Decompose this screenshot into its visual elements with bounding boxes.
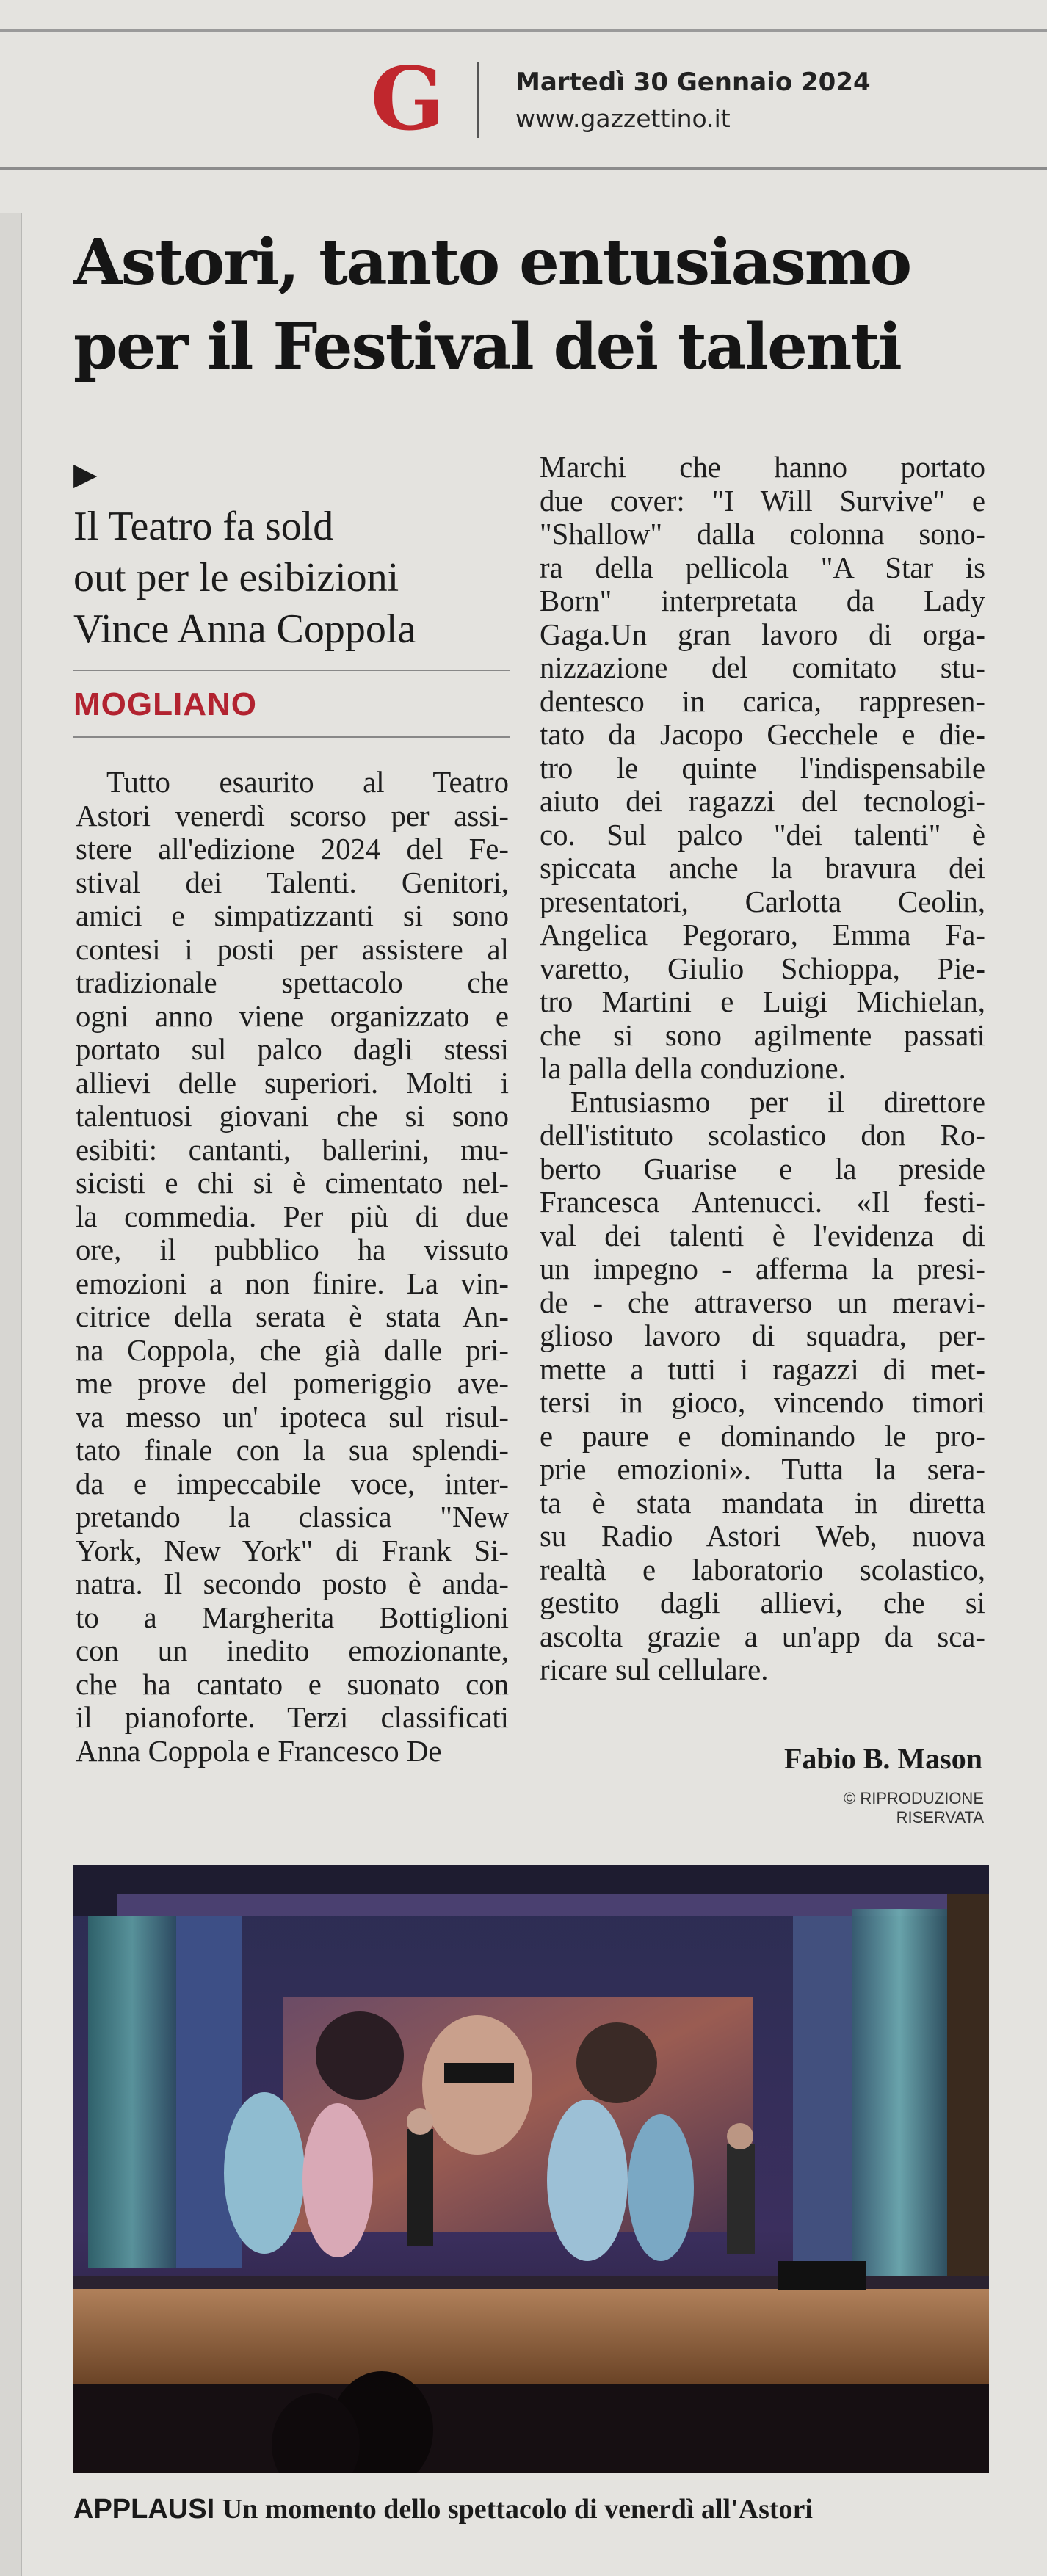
- body-text-line: dell'istituto scolastico don Ro-: [540, 1119, 985, 1152]
- caption-text: Un momento dello spettacolo di venerdì all'Astori: [222, 2494, 813, 2525]
- top-rule: [0, 29, 1047, 32]
- body-text-line: il pianoforte. Terzi classificati: [76, 1701, 509, 1734]
- body-text-line: esibiti: cantanti, ballerini, mu-: [76, 1133, 509, 1167]
- body-text-line: Born" interpretata da Lady: [540, 584, 985, 617]
- body-text-line: de - che attraverso un meravi-: [540, 1285, 985, 1319]
- caption-tag: APPLAUSI: [73, 2494, 215, 2525]
- body-text-line: gestito dagli allievi, che si: [540, 1586, 985, 1619]
- body-text-line: su Radio Astori Web, nuova: [540, 1520, 985, 1553]
- body-text-line: mette a tutti i ragazzi di met-: [540, 1352, 985, 1386]
- body-text-line: tersi in gioco, vincendo timori: [540, 1386, 985, 1419]
- body-column-2: [540, 451, 985, 1687]
- headline-line: per il Festival dei talenti: [73, 310, 901, 384]
- body-text-line: stere all'edizione 2024 del Fe-: [76, 832, 509, 866]
- body-text-line: citrice della serata è stata An-: [76, 1300, 509, 1333]
- body-text-line: sicisti e chi si è cimentato nel-: [76, 1167, 509, 1200]
- body-text-line: Astori venerdì scorso per assi-: [76, 799, 509, 832]
- body-text-line: tro le quinte l'indispensabile: [540, 751, 985, 785]
- triangle-bullet-icon: ▶: [73, 458, 98, 492]
- body-text-line: va messo un' ipoteca sul risul-: [76, 1400, 509, 1434]
- body-text-line: ore, il pubblico ha vissuto: [76, 1233, 509, 1266]
- kicker: [73, 449, 514, 655]
- copyright-notice: © RIPRODUZIONE RISERVATA: [844, 1789, 984, 1826]
- body-text-line: natra. Il secondo posto è anda-: [76, 1567, 509, 1600]
- body-text-line: Marchi che hanno portato: [540, 451, 985, 484]
- body-text-line: "Shallow" dalla colonna sono-: [540, 518, 985, 551]
- adjacent-page-edge: [0, 213, 22, 2576]
- author-byline: Fabio B. Mason: [783, 1742, 982, 1775]
- body-text-line: ricare sul cellulare.: [540, 1653, 769, 1686]
- body-text-line: ogni anno viene organizzato e: [76, 999, 509, 1033]
- masthead-rule: [0, 167, 1047, 170]
- headline: [73, 220, 984, 389]
- body-text-line: presentatori, Carlotta Ceolin,: [540, 885, 985, 918]
- body-text-line: berto Guarise e la preside: [540, 1152, 985, 1186]
- body-text-line: tradizionale spettacolo che: [76, 966, 509, 999]
- body-text-line: che si sono agilmente passati: [540, 1018, 985, 1052]
- location-label: MOGLIANO: [73, 686, 257, 722]
- body-text-line: tato finale con la sua splendi-: [76, 1434, 509, 1467]
- body-text-line: contesi i posti per assistere al: [76, 932, 509, 966]
- body-text-line: pretando la classica "New: [76, 1501, 509, 1534]
- body-text-line: prie emozioni». Tutta la sera-: [540, 1453, 985, 1486]
- kicker-line: Vince Anna Coppola: [73, 606, 416, 652]
- masthead-separator: [477, 62, 479, 138]
- body-text-line: me prove del pomeriggio ave-: [76, 1367, 509, 1400]
- newspaper-logo: G: [370, 48, 445, 150]
- body-text-line: val dei talenti è l'evidenza di: [540, 1219, 985, 1252]
- body-text-line: con un inedito emozionante,: [76, 1634, 509, 1667]
- body-text-line: e paure e dominando le pro-: [540, 1419, 985, 1453]
- body-text-line: la commedia. Per più di due: [76, 1200, 509, 1233]
- body-text-line: da e impeccabile voce, inter-: [76, 1467, 509, 1501]
- body-text-line: stival dei Talenti. Genitori,: [76, 866, 509, 899]
- body-text-line: Francesca Antenucci. «Il festi-: [540, 1186, 985, 1219]
- body-text-line: tro Martini e Luigi Michielan,: [540, 985, 985, 1018]
- body-text-line: York, New York" di Frank Si-: [76, 1534, 509, 1567]
- kicker-line: out per le esibizioni: [73, 555, 399, 601]
- body-text-line: aiuto dei ragazzi del tecnologi-: [540, 785, 985, 818]
- body-text-line: realtà e laboratorio scolastico,: [540, 1553, 985, 1586]
- stage-photo-illustration: [73, 1865, 989, 2473]
- body-text-line: Tutto esaurito al Teatro: [106, 766, 509, 799]
- body-text-line: tato da Jacopo Gecchele e die-: [540, 718, 985, 751]
- location-rule: [73, 736, 510, 738]
- body-text-line: un impegno - afferma la presi-: [540, 1252, 985, 1285]
- location-rule: [73, 670, 510, 671]
- body-text-line: ta è stata mandata in diretta: [540, 1486, 985, 1520]
- body-text-line: na Coppola, che già dalle pri-: [76, 1333, 509, 1367]
- issue-date: Martedì 30 Gennaio 2024: [515, 68, 871, 97]
- body-text-line: Entusiasmo per il direttore: [570, 1085, 985, 1119]
- body-text-line: ascolta grazie a un'app da sca-: [540, 1619, 985, 1653]
- body-text-line: spiccata anche la bravura dei: [540, 852, 985, 885]
- body-text-line: to a Margherita Bottiglioni: [76, 1600, 509, 1634]
- kicker-line: [73, 449, 514, 552]
- body-text-line: Angelica Pegoraro, Emma Fa-: [540, 918, 985, 951]
- body-text-line: Anna Coppola e Francesco De: [76, 1734, 442, 1768]
- body-text-line: che ha cantato e suonato con: [76, 1667, 509, 1701]
- body-text-line: allievi delle superiori. Molti i: [76, 1066, 509, 1100]
- headline-line: Astori, tanto entusiasmo: [73, 225, 911, 300]
- body-text-line: varetto, Giulio Schioppa, Pie-: [540, 951, 985, 985]
- body-text-line: Gaga.Un gran lavoro di orga-: [540, 617, 985, 651]
- body-text-line: nizzazione del comitato stu-: [540, 651, 985, 684]
- website-url: www.gazzettino.it: [515, 104, 731, 133]
- body-column-1: [76, 766, 509, 1768]
- body-text-line: due cover: "I Will Survive" e: [540, 484, 985, 518]
- body-text-line: la palla della conduzione.: [540, 1052, 846, 1085]
- body-text-line: glioso lavoro di squadra, per-: [540, 1319, 985, 1352]
- body-text-line: talentuosi giovani che si sono: [76, 1100, 509, 1133]
- body-text-line: ra della pellicola "A Star is: [540, 551, 985, 584]
- body-text-line: portato sul palco dagli stessi: [76, 1033, 509, 1066]
- body-text-line: co. Sul palco "dei talenti" è: [540, 818, 985, 852]
- body-text-line: emozioni a non finire. La vin-: [76, 1266, 509, 1300]
- photo-caption: [73, 2493, 989, 2525]
- stage-photo: [73, 1865, 989, 2473]
- kicker-text: Il Teatro fa sold: [73, 504, 334, 549]
- body-text-line: amici e simpatizzanti si sono: [76, 899, 509, 932]
- body-text-line: dentesco in carica, rappresen-: [540, 684, 985, 718]
